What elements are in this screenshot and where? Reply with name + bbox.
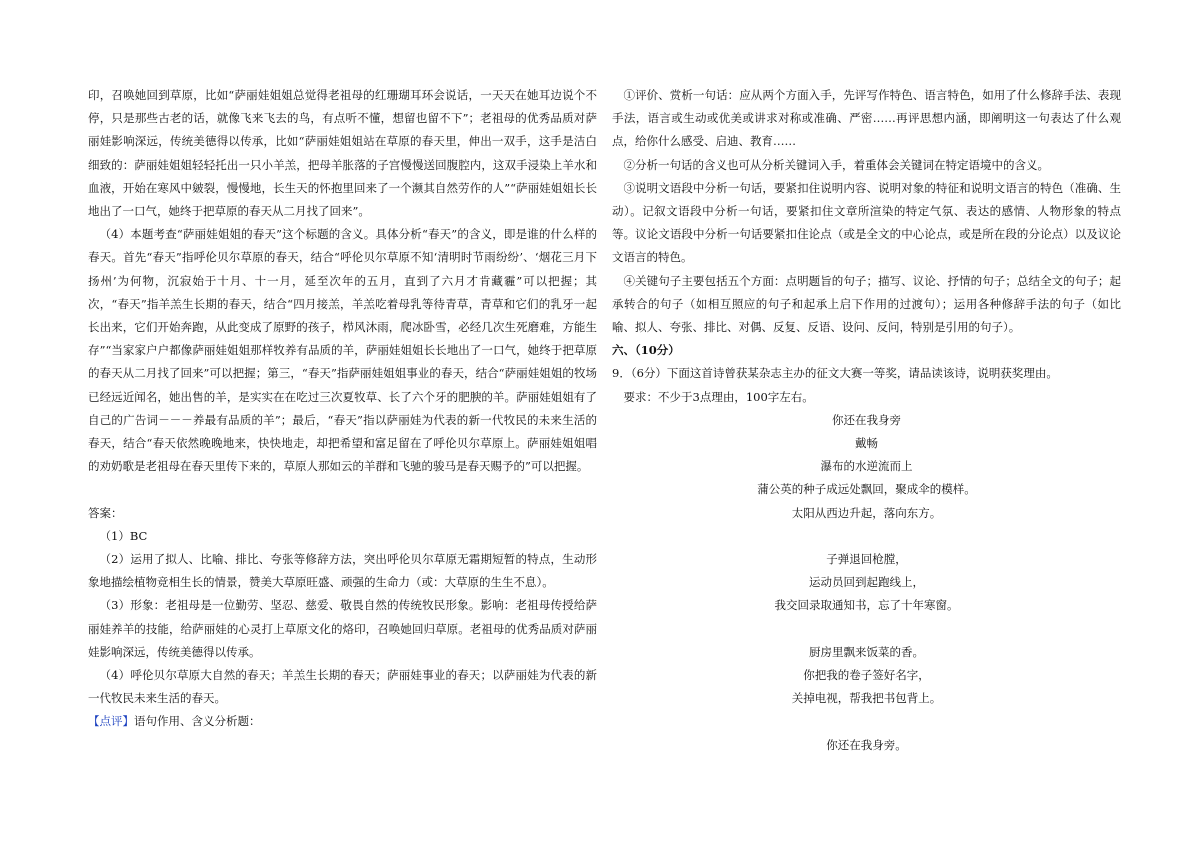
tip-1: ①评价、赏析一句话：应从两个方面入手，先评写作特色、语言特色，如用了什么修辞手法、表现手法，语言或生动或优美或讲求对称或准确、严密……再评思想内涵，即阐明这一句表达了什么观点，给你什么感受、启迪、教育……: [612, 88, 1121, 149]
stanza-break: [612, 525, 1121, 548]
analysis-paragraph-4: （4）本题考查“萨丽娃姐姐的春天”这个标题的含义。具体分析“春天”的含义，即是谁的什么样的春天。首先“春天”指呼伦贝尔草原的春天，结合“呼伦贝尔草原不知‘清明时节雨纷纷’、‘烟花三月下扬州’为何物，沉寂始于十月、十一月，延至次年的五月，直到了六月才肯藏霾”可以把握；其次，“春天”指羊羔生长期的春天，结合“四月接羔，羊羔吃着母乳等待青草，青草和它们的乳牙一起长出来，它们开始奔跑，从此变成了原野的孩子，栉风沐雨，爬冰卧雪，必经几次生死磨难，方能生存”“当家家户户都像萨丽娃姐姐那样牧养有品质的羊，萨丽娃姐姐长长地出了一口气，她终于把草原的春天从二月找了回来”可以把握；第三，“春天”指萨丽娃姐姐事业的春天，结合“萨丽娃姐姐的牧场已经远近闻名，她出售的羊，是实实在在吃过三次夏牧草、长了六个牙的肥腴的羊。萨丽娃姐姐有了自己的广告词－－－养最有品质的羊”；最后，“春天”指以萨丽娃为代表的新一代牧民的未来生活的春天，结合“春天依然晚晚地来，快快地走，却把希望和富足留在了呼伦贝尔草原上。萨丽娃姐姐唱的劝奶歌是老祖母在春天里传下来的，草原人那如云的羊群和飞驰的骏马是春天赐予的”可以把握。: [88, 227, 597, 474]
poem-line: 子弹退回枪膛，: [826, 552, 907, 567]
spacer: [88, 478, 597, 501]
answer-label: 答案：: [88, 505, 123, 520]
poem-line: 瀑布的水逆流而上: [820, 459, 913, 474]
tip-2: ②分析一句话的含义也可从分析关键词入手，着重体会关键词在特定语境中的含义。: [623, 157, 1049, 172]
right-column: [612, 84, 1121, 757]
analysis-paragraph-continued: 印，召唤她回到草原，比如“萨丽娃姐姐总觉得老祖母的红珊瑚耳环会说话，一天天在她耳边说个不停，只是那些古老的话，就像飞来飞去的鸟，有点听不懂，想留也留不下”；老祖母的优秀品质对萨丽娃影响深远，传统美德得以传承，比如“萨丽娃姐姐站在草原的春天里，伸出一双手，这手是洁白细致的：萨丽娃姐姐轻轻托出一只小羊羔，把母羊胀落的子宫慢慢送回腹腔内，这双手浸染上羊水和血液，开始在寒风中皴裂，慢慢地，长生天的怀抱里回来了一个濒其自然劳作的人”“萨丽娃姐姐长长地出了一口气，她终于把草原的春天从二月找了回来”。: [88, 88, 597, 219]
poem-title: 你还在我身旁: [832, 412, 901, 427]
answer-4: （4）呼伦贝尔草原大自然的春天；羊羔生长期的春天；萨丽娃事业的春天；以萨丽娃为代表的新一代牧民未来生活的春天。: [88, 668, 597, 706]
stanza-break: [612, 618, 1121, 641]
comment-text: 语句作用、含义分析题：: [134, 714, 261, 729]
section-heading: 六、（10分）: [612, 343, 680, 358]
poem-line: 运动员回到起跑线上，: [809, 575, 924, 590]
poem-author: 戴畅: [855, 436, 878, 451]
poem-line: 蒲公英的种子成远处飘回，聚成伞的模样。: [757, 482, 976, 497]
poem-line: 你还在我身旁。: [826, 737, 907, 752]
poem-line: 我交回录取通知书，忘了十年寒窗。: [774, 598, 959, 613]
answer-3: （3）形象：老祖母是一位勤劳、坚忍、慈爱、敬畏自然的传统牧民形象。影响：老祖母传授给萨丽娃养羊的技能，给萨丽娃的心灵打上草原文化的烙印，召唤她回归草原。老祖母的优秀品质对萨丽娃影响深远，传统美德得以传承。: [88, 598, 597, 659]
comment-line: [88, 710, 597, 733]
tip-4: ④关键句子主要包括五个方面：点明题旨的句子；描写、议论、抒情的句子；总结全文的句子；起承转合的句子（如相互照应的句子和起承上启下作用的过渡句）；运用各种修辞手法的句子（如比喻、拟人、夸张、排比、对偶、反复、反语、设问、反问，特别是引用的句子）。: [612, 273, 1121, 335]
comment-tag: 【点评】: [88, 714, 134, 729]
poem-line: 你把我的卷子签好名字，: [803, 668, 930, 683]
question-requirement: 要求：不少于3点理由，100字左右。: [623, 389, 814, 404]
poem-line: 关掉电视，帮我把书包背上。: [791, 691, 942, 706]
stanza-break: [612, 710, 1121, 733]
poem-line: 太阳从西边升起，落向东方。: [791, 505, 942, 520]
question-9: 9．（6分）下面这首诗曾获某杂志主办的征文大赛一等奖，请品读该诗，说明获奖理由。: [612, 366, 1058, 381]
answer-2: （2）运用了拟人、比喻、排比、夸张等修辞方法，突出呼伦贝尔草原无霜期短暂的特点，生动形象地描绘植物竞相生长的情景，赞美大草原旺盛、顽强的生命力（或：大草原的生生不息）。: [88, 552, 597, 590]
left-column: [88, 84, 597, 734]
poem-line: 厨房里飘来饭菜的香。: [809, 644, 924, 659]
tip-3: ③说明文语段中分析一句话，要紧扣住说明内容、说明对象的特征和说明文语言的特色（准确、生动）。记叙文语段中分析一句话，要紧扣住文章所渲染的特定气氛、表达的感情、人物形象的特点等。议论文语段中分析一句话要紧扣住论点（或是全文的中心论点，或是所在段的分论点）以及议论文语言的特色。: [612, 180, 1121, 265]
answer-1: （1）BC: [99, 528, 148, 543]
